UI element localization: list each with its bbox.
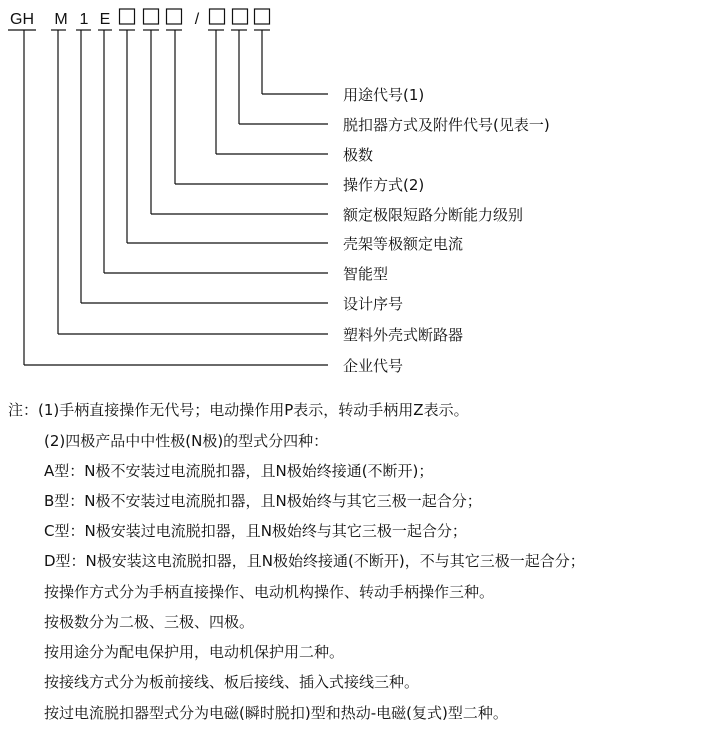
- note-wiring: 按接线方式分为板前接线、板后接线、插入式接线三种。: [44, 673, 420, 691]
- label-2: 极数: [343, 146, 374, 164]
- code-char: GH: [10, 11, 34, 28]
- note-line-1: 注：(1)手柄直接操作无代号；电动操作用P表示，转动手柄用Z表示。: [8, 401, 469, 419]
- code-slot-box: [210, 9, 225, 24]
- note-poles: 按极数分为二极、三极、四极。: [44, 613, 255, 631]
- code-separator: /: [194, 11, 200, 28]
- label-5: 壳架等极额定电流: [343, 235, 464, 253]
- label-7: 设计序号: [343, 295, 404, 313]
- code-char: E: [99, 11, 111, 28]
- code-slot-box: [120, 9, 135, 24]
- code-char: 1: [79, 11, 89, 28]
- label-9: 企业代号: [343, 357, 404, 375]
- note-operation: 按操作方式分为手柄直接操作、电动机构操作、转动手柄操作三种。: [44, 583, 495, 601]
- note-type-b: B型：N极不安装过电流脱扣器，且N极始终与其它三极一起合分；: [44, 492, 482, 510]
- label-6: 智能型: [343, 265, 389, 283]
- note-line-2: (2)四极产品中中性极(N极)的型式分四种：: [44, 432, 329, 450]
- label-3: 操作方式(2): [343, 176, 425, 194]
- label-4: 额定极限短路分断能力级别: [343, 206, 524, 224]
- code-slot-box: [233, 9, 248, 24]
- code-char: M: [54, 11, 68, 28]
- note-trip-type: 按过电流脱扣器型式分为电磁(瞬时脱扣)型和热动-电磁(复式)型二种。: [44, 704, 508, 722]
- code-slot-box: [255, 9, 270, 24]
- note-type-c: C型：N极安装过电流脱扣器，且N极始终与其它三极一起合分；: [44, 522, 467, 540]
- note-usage: 按用途分为配电保护用，电动机保护用二种。: [44, 643, 345, 661]
- label-0: 用途代号(1): [343, 86, 425, 104]
- note-type-a: A型：N极不安装过电流脱扣器，且N极始终接通(不断开)；: [44, 462, 434, 480]
- note-type-d: D型：N极安装这电流脱扣器，且N极始终接通(不断开)，不与其它三极一起合分；: [44, 552, 585, 570]
- label-1: 脱扣器方式及附件代号(见表一): [343, 116, 550, 134]
- label-8: 塑料外壳式断路器: [343, 326, 464, 344]
- code-slot-box: [167, 9, 182, 24]
- code-slot-box: [144, 9, 159, 24]
